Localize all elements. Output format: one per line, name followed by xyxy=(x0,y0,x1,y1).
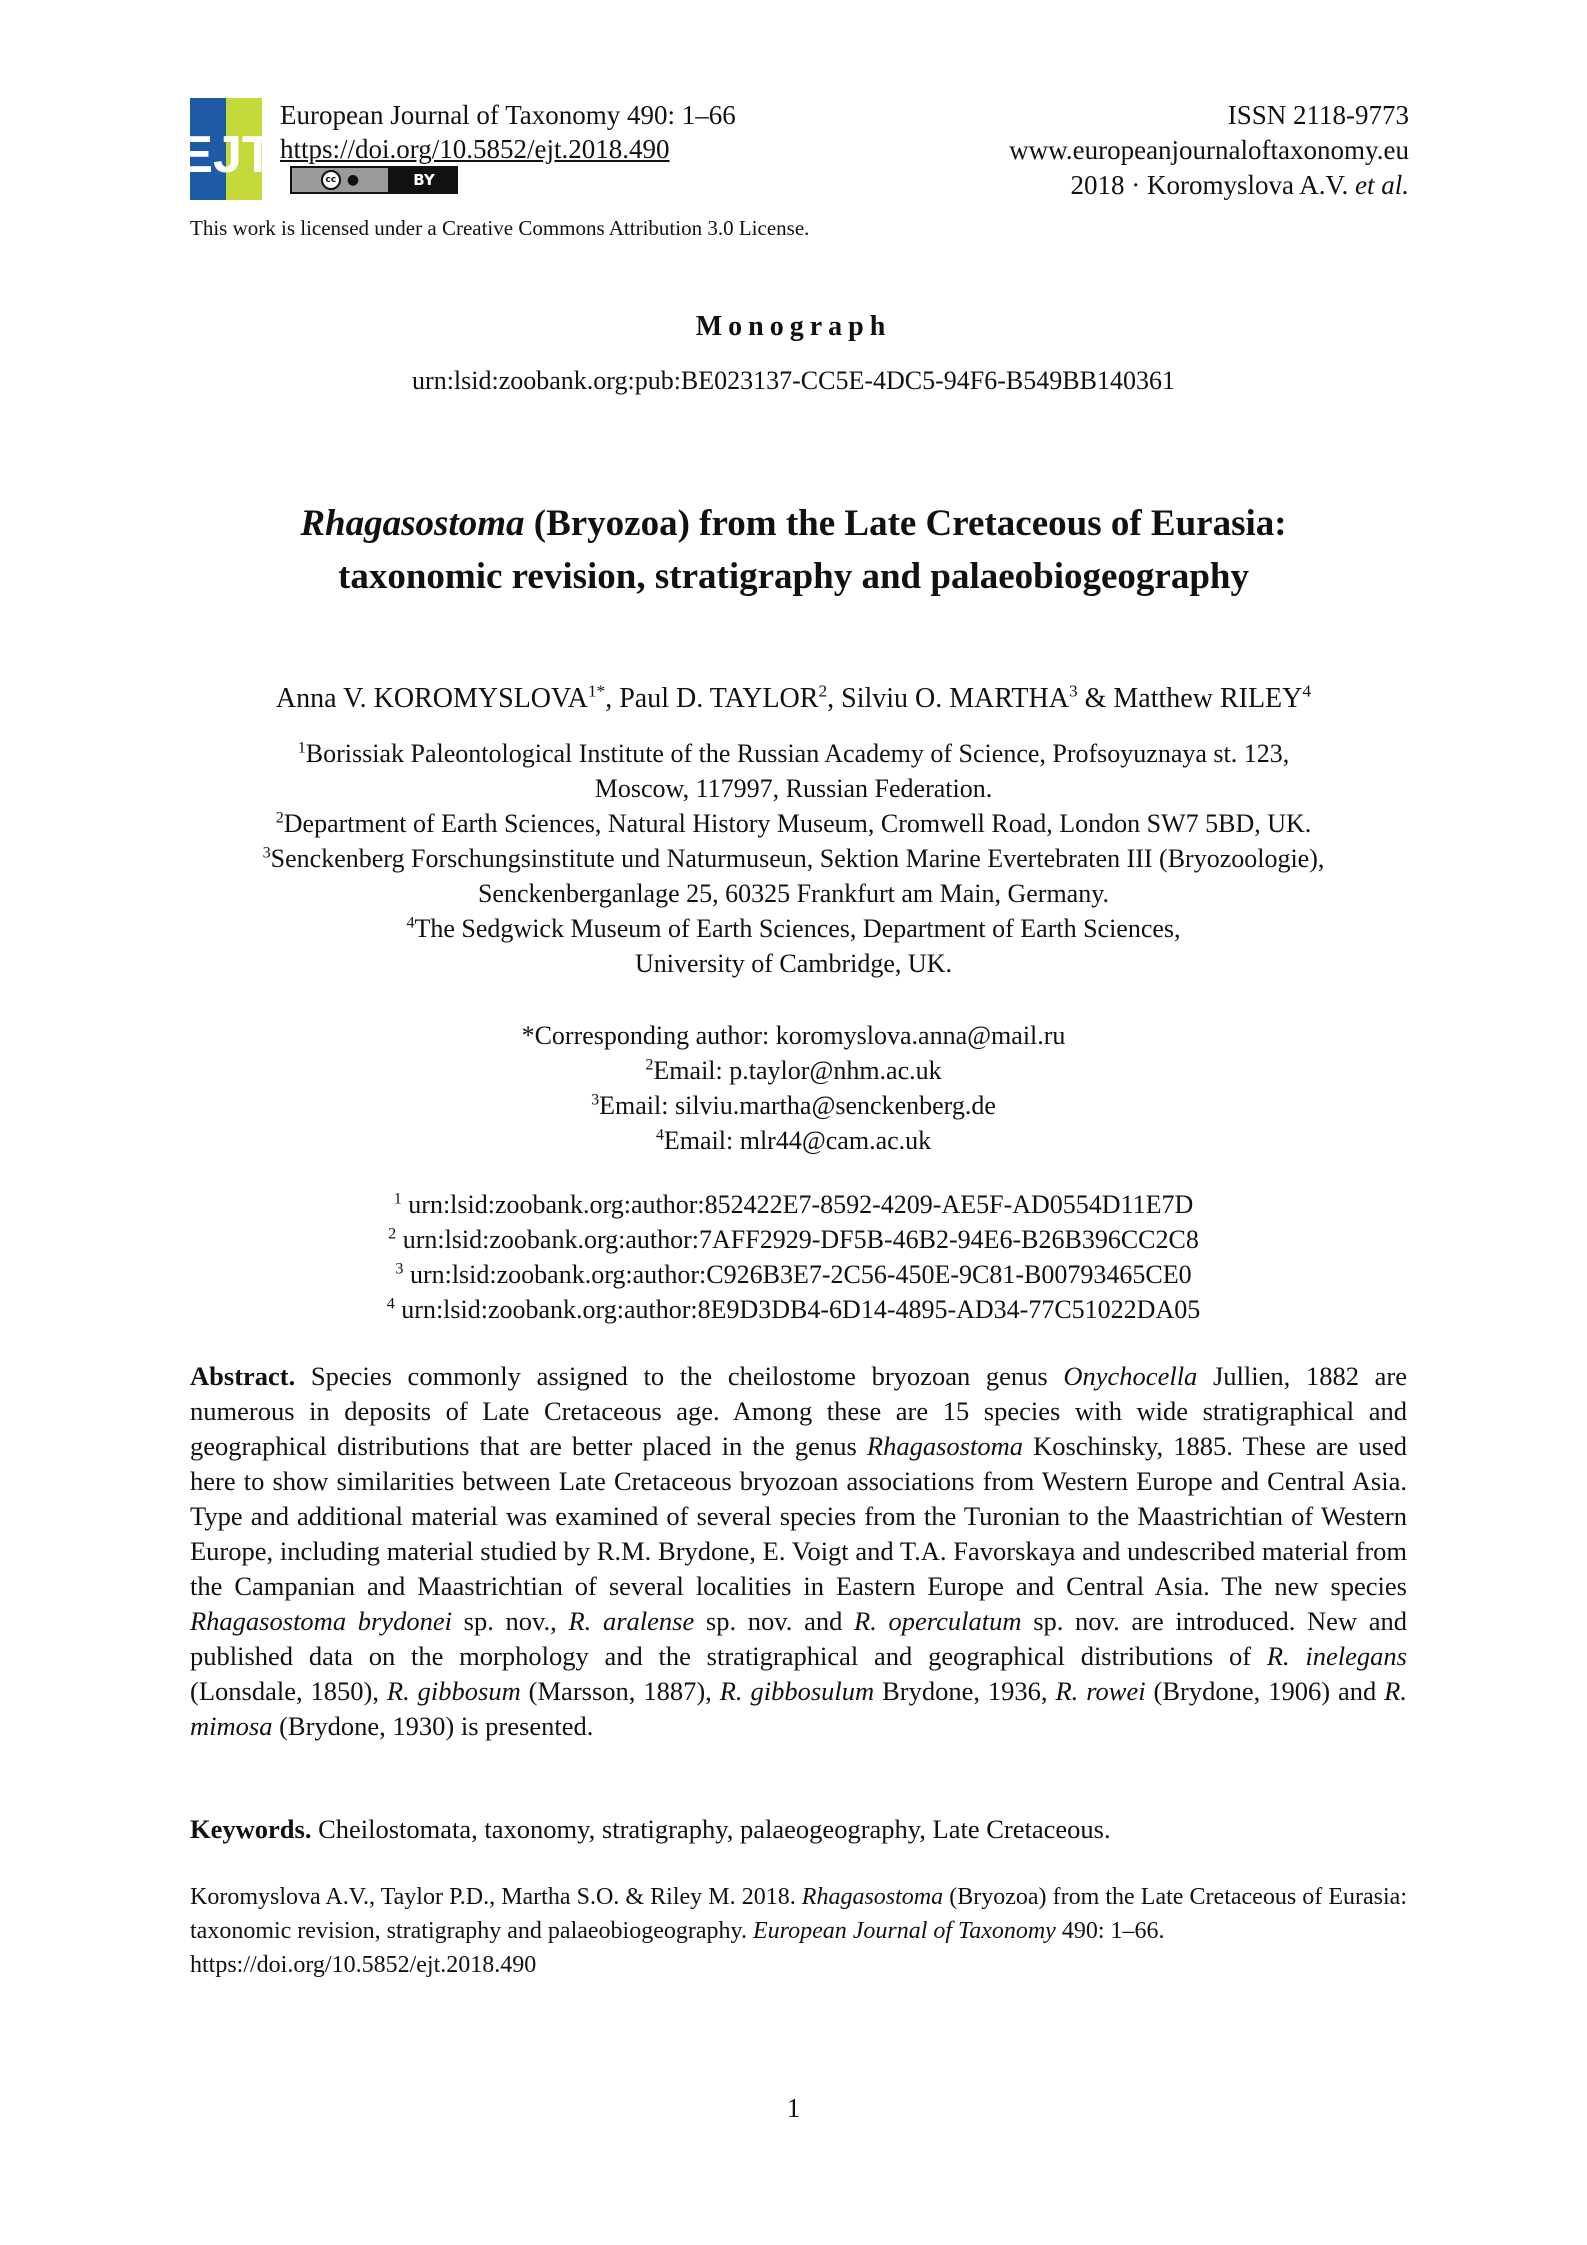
email[interactable]: $^4$Email: mlr44@cam.ac.uk xyxy=(655,1126,932,1155)
publication-lsid: urn:lsid:zoobank.org:pub:BE023137-CC5E-4DC5-94F6-B549BB140361 xyxy=(412,366,1175,395)
journal-website: www.europeanjournaloftaxonomy.eu xyxy=(1009,135,1409,165)
author: Anna V. $KOROMYSLOVA^{1*}$ xyxy=(275,681,606,714)
affiliation: $^3$Senckenberg Forschungsinstitute und Naturmuseun, Sektion Marine Evertebraten III (Bryozoologie), xyxy=(262,844,1325,873)
author-list: Anna V. $KOROMYSLOVA^{1*}$, Paul D. TAYLOR$^2$, Silviu O. MARTHA$^3$ & Matthew RILEY$^4$ xyxy=(275,681,1312,714)
corresponding-email[interactable]: *Corresponding author: koromyslova.anna@mail.ru xyxy=(521,1021,1066,1050)
page-number: 1 xyxy=(786,2093,801,2123)
keywords-label: Keywords. xyxy=(190,1814,312,1844)
affiliation: $^1$Borissiak Paleontological Institute of the Russian Academy of Science, Profsoyuznaya st. 123, xyxy=(297,739,1290,768)
author-lsid-list xyxy=(0,1187,1587,1327)
person-icon: ● xyxy=(346,172,360,188)
affiliation: $^4$The Sedgwick Museum of Earth Sciences, Department of Earth Sciences, xyxy=(406,914,1181,943)
affiliation: $^2$Department of Earth Sciences, Natural History Museum, Cromwell Road, London SW7 5BD, UK. xyxy=(275,809,1312,838)
abstract: Abstract. Species commonly assigned to the cheilostome bryozoan genus Onychocella Jullien, 1882 are numerous in deposits of Late Cretaceous age. Among these are 15 species with wide stratigraphical and geographical distributions that are better placed in the genus Rhagasostoma Koschinsky, 1885. These are used here to show similarities between Late Cretaceous bryozoan associations from Western Europe and Central Asia. Type and additional material was examined of several species from the Turonian to the Maastrichtian of Western Europe, including material studied by R.M. Brydone, E. Voigt and T.A. Favorskaya and undescribed material from the Campanian and Maastrichtian of several localities in Eastern Europe and Central Asia. The new species Rhagasostoma brydonei sp. nov., R. aralense sp. nov. and R. operculatum sp. nov. are introduced. New and published data on the morphology and the stratigraphical and geographical distributions of R. inelegans (Lonsdale, 1850), R. gibbosum (Marsson, 1887), R. gibbosulum Brydone, 1936, R. rowei (Brydone, 1906) and R. mimosa (Brydone, 1930) is presented. xyxy=(190,1361,1408,1741)
author-lsid: $^3$ urn:lsid:zoobank.org:author:C926B3E7-2C56-450E-9C81-B00793465CE0 xyxy=(395,1260,1192,1289)
header-left xyxy=(280,98,736,166)
citation-doi[interactable]: https://doi.org/10.5852/ejt.2018.490 xyxy=(190,1952,537,1978)
year-authors: 2018 · Koromyslova A.V. et al. xyxy=(1070,170,1409,200)
author-lsid: $^1$ urn:lsid:zoobank.org:author:852422E7-8592-4209-AE5F-AD0554D11E7D xyxy=(393,1190,1194,1219)
journal-line: European Journal of Taxonomy 490: 1–66 xyxy=(280,100,736,130)
author: Silviu O. MARTHA$^3$ xyxy=(841,681,1078,714)
paper-title: Rhagasostoma (Bryozoa) from the Late Cretaceous of Eurasia: taxonomic revision, stratigraphy and palaeobiogeography xyxy=(300,503,1287,597)
author-lsid: $^2$ urn:lsid:zoobank.org:author:7AFF2929-DF5B-46B2-94E6-B26B396CC2C8 xyxy=(388,1225,1199,1254)
license-notice: This work is licensed under a Creative Commons Attribution 3.0 License. xyxy=(190,216,810,240)
author-lsid: $^4$ urn:lsid:zoobank.org:author:8E9D3DB4-6D14-4895-AD34-77C51022DA05 xyxy=(386,1295,1201,1324)
cc-by-badge[interactable] xyxy=(290,166,458,194)
author: Matthew RILEY$^4$ xyxy=(1113,681,1312,714)
ejt-logo xyxy=(178,98,274,200)
author: Paul D. TAYLOR$^2$ xyxy=(619,681,828,714)
abstract-label: Abstract. xyxy=(190,1361,296,1391)
citation: Koromyslova A.V., Taylor P.D., Martha S.O. & Riley M. 2018. Rhagasostoma (Bryozoa) from the Late Cretaceous of Eurasia: taxonomic revision, stratigraphy and palaeobiogeography. European Journal of Taxonomy 490: 1–66. https://doi.org/10.5852/ejt.2018.490 xyxy=(190,1884,1407,1978)
cc-icon: cc xyxy=(321,170,341,190)
header-right xyxy=(1009,98,1409,203)
keywords: Keywords. Cheilostomata, taxonomy, stratigraphy, palaeogeography, Late Cretaceous. xyxy=(190,1814,1111,1844)
issn: ISSN 2118-9773 xyxy=(1227,100,1409,130)
doi-link[interactable]: https://doi.org/10.5852/ejt.2018.490 xyxy=(280,134,670,164)
document-type: Monograph xyxy=(695,311,892,342)
logo-text: EJT xyxy=(178,126,274,184)
cc-by-label: BY xyxy=(390,166,458,194)
affiliations: $^1$Borissiak Paleontological Institute of the Russian Academy of Science, Profsoyuznaya st. 123, Moscow, 117997, Russian Federation. $^2$Department of Earth Sciences, Natural History Museum, Cromwell Road, London SW7 5BD, UK. $^3$Senckenberg Forschungsinstitute und Naturmuseun, Sektion Marine Evertebraten III (Bryozoologie), Senckenberganlage 25, 60325 Frankfurt am Main, Germany. $^4$The Sedgwick Museum of Earth Sciences, Department of Earth Sciences, University of Cambridge, UK. xyxy=(0,736,1587,981)
email-list xyxy=(0,1018,1587,1158)
email[interactable]: $^2$Email: p.taylor@nhm.ac.uk xyxy=(645,1056,942,1085)
email[interactable]: $^3$Email: silviu.martha@senckenberg.de xyxy=(591,1091,996,1120)
